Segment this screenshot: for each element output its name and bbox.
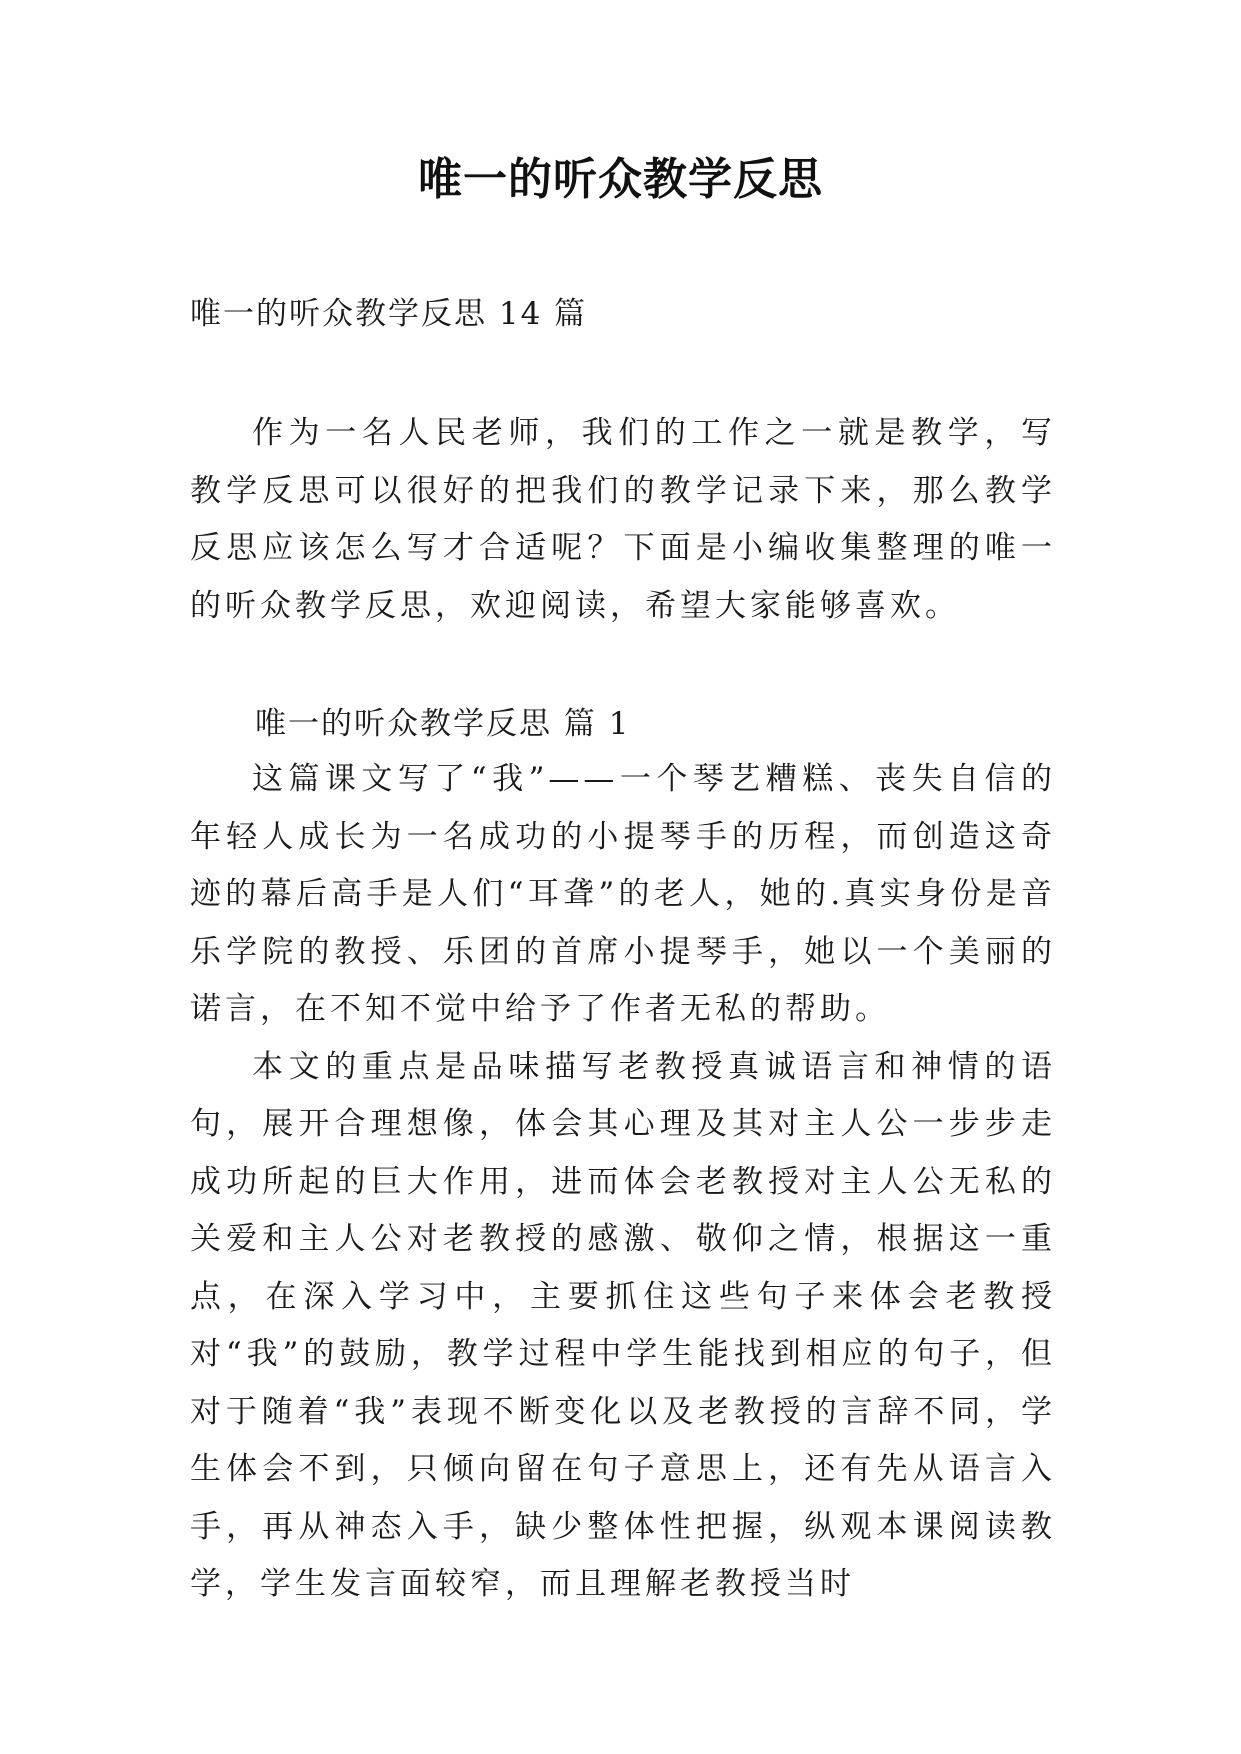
intro-block <box>190 405 1056 635</box>
body-paragraph: 这篇课文写了“我”——一个琴艺糟糕、丧失自信的年轻人成长为一名成功的小提琴手的历程，而创造这奇迹的幕后高手是人们“耳聋”的老人，她的.真实身份是音乐学院的教授、乐团的首席小提琴手，她以一个美丽的诺言，在不知不觉中给予了作者无私的帮助。 <box>190 761 1056 1027</box>
document-subtitle: 唯一的听众教学反思 14 篇 <box>190 296 588 332</box>
section-body <box>190 751 1056 1614</box>
page-title: 唯一的听众教学反思 <box>418 154 823 205</box>
body-paragraph: 本文的重点是品味描写老教授真诚语言和神情的语句，展开合理想像，体会其心理及其对主人公一步步走成功所起的巨大作用，进而体会老教授对主人公无私的关爱和主人公对老教授的感激、敬仰之情，根据这一重点，在深入学习中，主要抓住这些句子来体会老教授对“我”的鼓励，教学过程中学生能找到相应的句子，但对于随着“我”表现不断变化以及老教授的言辞不同，学生体会不到，只倾向留在句子意思上，还有先从语言入手，再从神态入手，缺少整体性把握，纵观本课阅读教学，学生发言面较窄，而且理解老教授当时 <box>190 1048 1056 1602</box>
intro-paragraph: 作为一名人民老师，我们的工作之一就是教学，写教学反思可以很好的把我们的教学记录下来，那么教学反思应该怎么写才合适呢？下面是小编收集整理的唯一的听众教学反思，欢迎阅读，希望大家能够喜欢。 <box>190 415 1056 624</box>
section-heading: 唯一的听众教学反思 篇 1 <box>255 706 631 742</box>
